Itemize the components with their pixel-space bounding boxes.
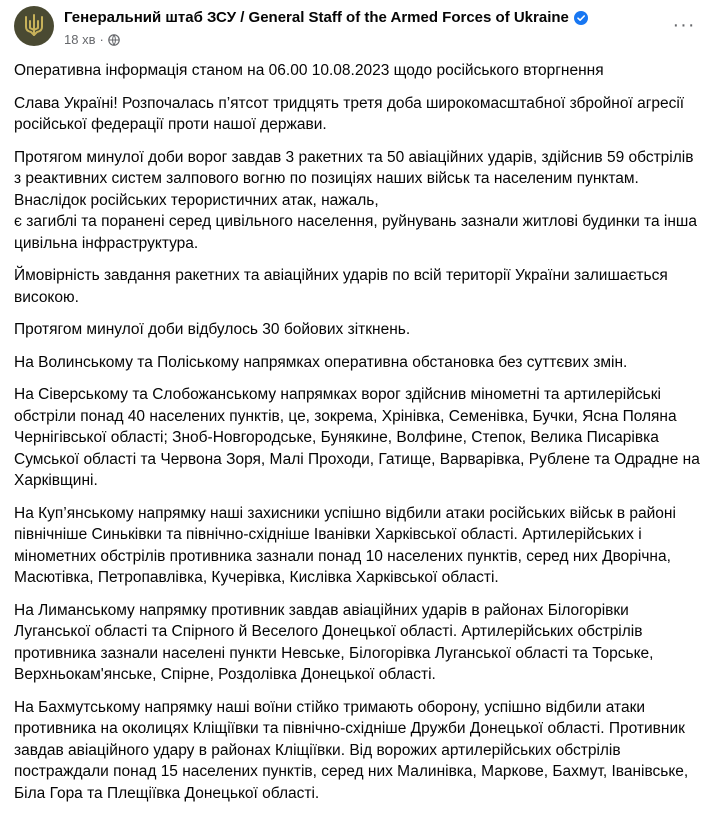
- post-paragraph: Протягом минулої доби ворог завдав 3 ракетних та 50 авіаційних ударів, здійснив 59 обстрілів з реактивних систем залпового вогню по позиціях наших військ та населеним пунктам. Внаслідок російських терористичних атак, нажаль, є загиблі та поранені серед цивільного населення, руйнувань зазнали житлові будинки та інша цивільна інфраструктура.: [14, 148, 697, 252]
- post-paragraph: Слава Україні! Розпочалась п’ятсот тридцять третя доба широкомасштабної збройної агресії російської федерації проти нашої держави.: [14, 94, 685, 133]
- post-paragraph: На Волинському та Поліському напрямках оперативна обстановка без суттєвих змін.: [14, 353, 628, 371]
- author-name-text[interactable]: Генеральний штаб ЗСУ / General Staff of the Armed Forces of Ukraine: [64, 9, 569, 26]
- globe-icon[interactable]: [108, 34, 120, 46]
- more-options-label: ···: [672, 13, 696, 36]
- post-body: [14, 60, 704, 815]
- post-paragraph: Протягом минулої доби відбулось 30 бойових зіткнень.: [14, 321, 411, 338]
- meta-separator: ·: [99, 32, 104, 47]
- page-avatar[interactable]: [14, 6, 54, 46]
- post-paragraph: На Куп’янському напрямку наші захисники успішно відбили атаки російських військ в районі північніше Синьківки та північно-східніше Іванівки Харківської області. Артилерійських і мінометних обстрілів противника зазнали понад 10 населених пунктів, серед них Дворічна, Масютівка, Петропавлівка, Кучерівка, Кислівка Харківської області.: [14, 504, 676, 586]
- post-paragraph: На Бахмутському напрямку наші воїни стійко тримають оборону, успішно відбили атаки противника на околицях Кліщіївки та північно-східніше Дружби Донецької області. Противник завдав авіаційного удару в районах Кліщіївки. Від ворожих артилерійських обстрілів постраждали понад 15 населених пунктів, серед них Малинівка, Маркове, Бахмут, Іванівське, Біла Гора та Плещіївка Донецької області.: [14, 698, 689, 802]
- verified-badge-icon: [574, 11, 588, 25]
- author-name[interactable]: [64, 9, 588, 26]
- post-meta: [64, 32, 120, 47]
- post-paragraph: На Сіверському та Слобожанському напрямках ворог здійснив мінометні та артилерійські обстріли понад 40 населених пунктів, це, зокрема, Хрінівка, Семенівка, Бучки, Ясна Поляна Чернігівської області; Зноб-Новгородське, Бунякине, Волфине, Степок, Велика Писарівка Сумської області та Червона Зоря, Малі Проходи, Гатище, Варварівка, Рублене та Одрадне на Харківщині.: [14, 386, 700, 489]
- post-paragraph: На Лиманському напрямку противник завдав авіаційних ударів в районах Білогорівки Луганської області та Спірного й Веселого Донецької області. Артилерійських обстрілів противника зазнали населені пункти Невське, Білогорівка Луганської області та Торське, Верхньокам'янське, Спірне, Роздолівка Донецької області.: [14, 601, 654, 683]
- post-paragraph: Оперативна інформація станом на 06.00 10.08.2023 щодо російського вторгнення: [14, 62, 604, 79]
- trident-emblem-icon: [22, 13, 46, 39]
- post-header: [0, 0, 715, 56]
- post-timestamp[interactable]: 18 хв: [64, 32, 96, 47]
- more-options-icon[interactable]: [669, 10, 699, 40]
- post-paragraph: Ймовірність завдання ракетних та авіаційних ударів по всій території України залишається високою.: [14, 267, 668, 306]
